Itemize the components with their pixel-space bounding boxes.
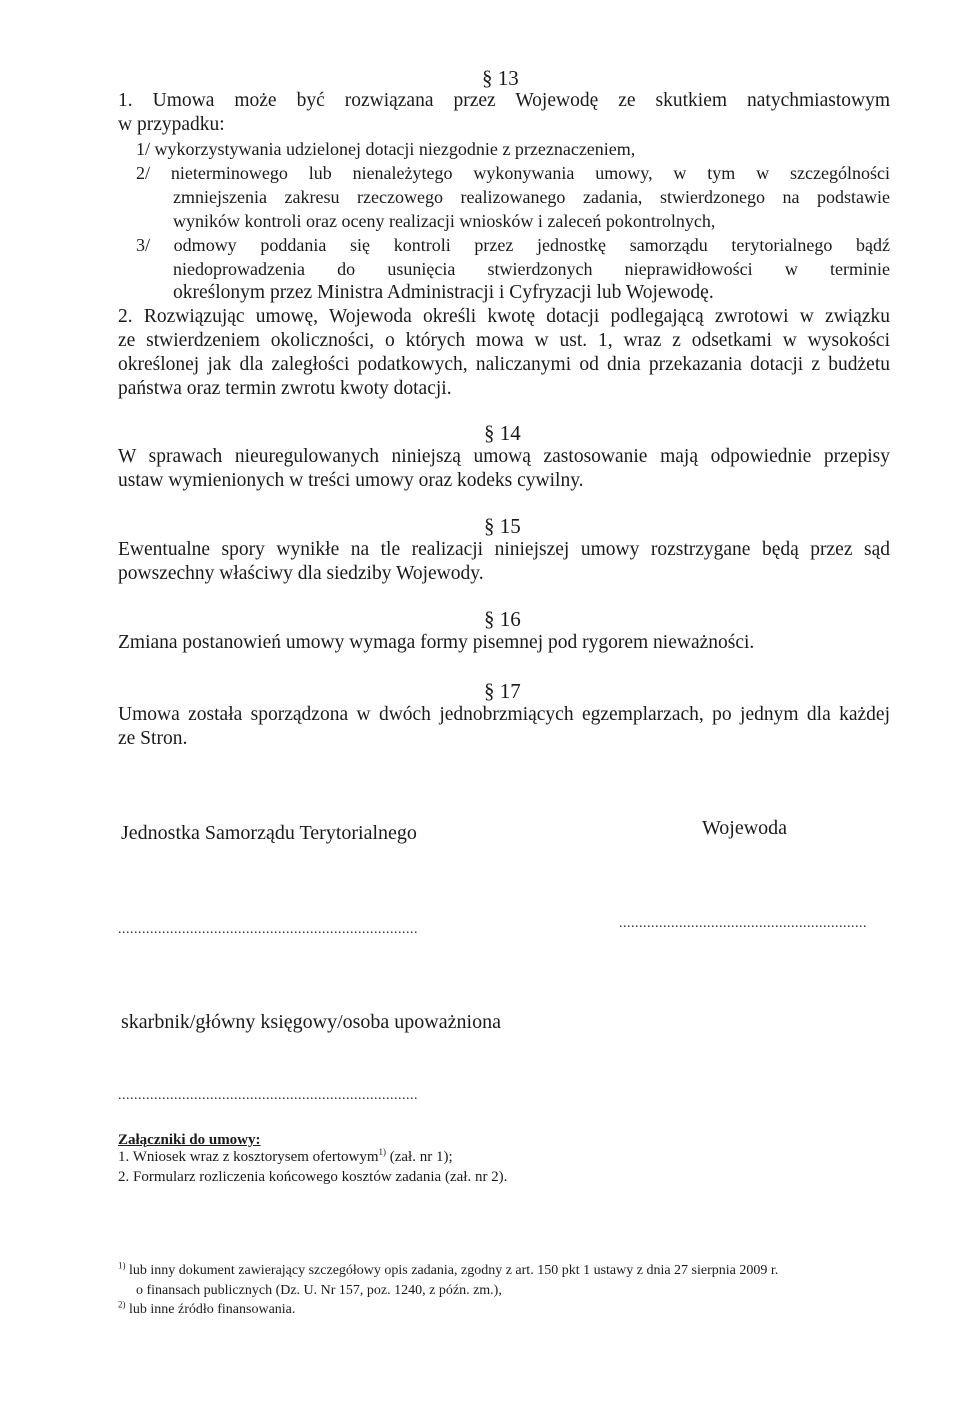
section-13-heading: § 13 <box>482 66 519 90</box>
s13-item-3-line-1: 3/ odmowy poddania się kontroli przez jednostkę samorządu terytorialnego bądź <box>136 235 890 255</box>
s14-line-1: W sprawach nieuregulowanych niniejszą umową zastosowanie mają odpowiednie przepisy <box>118 446 890 467</box>
section-14-heading: § 14 <box>484 421 521 445</box>
s13-paragraph-2-line-1: 2. Rozwiązując umowę, Wojewoda określi kwotę dotacji podlegającą zwrotowi w związku <box>118 306 890 327</box>
footnote-2 <box>118 1301 295 1319</box>
section-17-heading: § 17 <box>484 679 521 703</box>
s13-item-3-line-3: określonym przez Ministra Administracji i Cyfryzacji lub Wojewodę. <box>173 282 714 303</box>
attachments-heading: Załączniki do umowy: <box>118 1132 261 1148</box>
attachment-item-1 <box>118 1147 453 1167</box>
s13-paragraph-1-line-1: 1. Umowa może być rozwiązana przez Wojewodę ze skutkiem natychmiastowym <box>118 90 890 111</box>
s13-paragraph-2-line-4: państwa oraz termin zwrotu kwoty dotacji. <box>118 378 452 399</box>
section-15-heading: § 15 <box>484 514 521 538</box>
footnote-1-line-1 <box>118 1262 778 1280</box>
attachment-item-1-tail: (zał. nr 1); <box>386 1149 453 1165</box>
signature-line-voivode: .............................................................. <box>619 916 867 931</box>
signature-label-local-government: Jednostka Samorządu Terytorialnego <box>121 822 417 844</box>
attachment-item-1-text: 1. Wniosek wraz z kosztorysem ofertowym <box>118 1149 379 1165</box>
s13-paragraph-2-line-3: określonej jak dla zaległości podatkowych, naliczanymi od dnia przekazania dotacji z budżetu <box>118 354 890 375</box>
s15-line-1: Ewentualne spory wynikłe na tle realizacji niniejszej umowy rozstrzygane będą przez sąd <box>118 539 890 560</box>
footnote-1-text: lub inny dokument zawierający szczegółowy opis zadania, zgodny z art. 150 pkt 1 ustawy z dnia 27 sierpnia 2009 r. <box>125 1263 779 1278</box>
s17-line-1: Umowa została sporządzona w dwóch jednobrzmiących egzemplarzach, po jednym dla każdej <box>118 704 890 725</box>
s13-paragraph-1-line-2: w przypadku: <box>118 114 225 135</box>
footnote-1-mark: 1) <box>118 1260 126 1271</box>
footnote-2-mark: 2) <box>118 1299 126 1310</box>
section-16-heading: § 16 <box>484 607 521 631</box>
s13-item-2-line-2: zmniejszenia zakresu rzeczowego realizowanego zadania, stwierdzonego na podstawie <box>173 187 890 207</box>
signature-label-voivode: Wojewoda <box>702 817 788 839</box>
attachment-item-1-footnote-mark: 1) <box>378 1147 386 1157</box>
s13-paragraph-2-line-2: ze stwierdzeniem okoliczności, o których mowa w ust. 1, wraz z odsetkami w wysokości <box>118 330 890 351</box>
footnote-1-line-2: o finansach publicznych (Dz. U. Nr 157, poz. 1240, z późn. zm.), <box>136 1283 502 1298</box>
signature-line-local-government: ........................................................................... <box>118 922 418 937</box>
s13-item-3-line-2: niedoprowadzenia do usunięcia stwierdzonych nieprawidłowości w terminie <box>173 259 890 279</box>
signature-label-treasurer: skarbnik/główny księgowy/osoba upoważniona <box>121 1011 501 1033</box>
signature-line-treasurer: ........................................................................... <box>118 1088 418 1103</box>
s16-line-1: Zmiana postanowień umowy wymaga formy pisemnej pod rygorem nieważności. <box>118 632 755 653</box>
footnote-2-text: lub inne źródło finansowania. <box>125 1302 296 1317</box>
s14-line-2: ustaw wymienionych w treści umowy oraz kodeks cywilny. <box>118 470 584 491</box>
s13-item-2-line-1: 2/ nieterminowego lub nienależytego wykonywania umowy, w tym w szczególności <box>136 163 890 183</box>
s17-line-2: ze Stron. <box>118 728 188 749</box>
s13-item-1: 1/ wykorzystywania udzielonej dotacji niezgodnie z przeznaczeniem, <box>136 139 636 159</box>
attachment-item-2: 2. Formularz rozliczenia końcowego kosztów zadania (zał. nr 2). <box>118 1169 508 1185</box>
s13-item-2-line-3: wyników kontroli oraz oceny realizacji wniosków i zaleceń pokontrolnych, <box>173 211 716 231</box>
s15-line-2: powszechny właściwy dla siedziby Wojewody. <box>118 563 484 584</box>
